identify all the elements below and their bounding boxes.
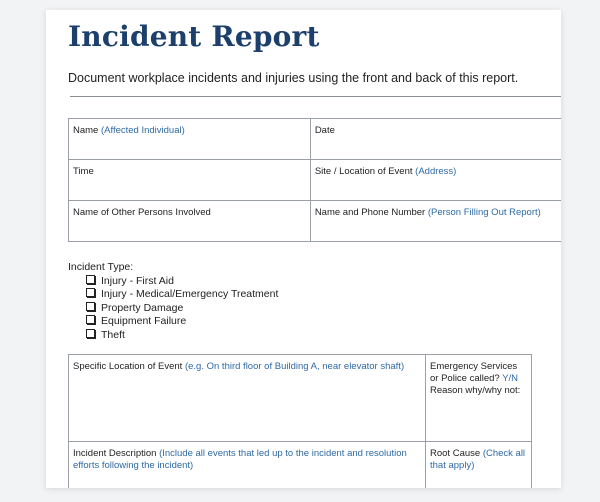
title-divider [70, 96, 561, 97]
specific-location-field[interactable] [69, 355, 426, 442]
specific-location-label: Specific Location of Event [73, 361, 183, 372]
checkbox-icon[interactable] [86, 302, 95, 311]
incident-option-label: Injury - Medical/Emergency Treatment [101, 288, 279, 301]
incident-option[interactable] [86, 288, 278, 301]
other-persons-label: Name of Other Persons Involved [73, 207, 211, 218]
time-field[interactable] [69, 160, 311, 201]
site-label: Site / Location of Event [314, 166, 413, 177]
date-label: Date [314, 125, 335, 136]
incident-option[interactable] [86, 315, 278, 328]
date-field[interactable] [310, 119, 561, 160]
page-title: Incident Report [68, 20, 320, 53]
report-sheet [46, 10, 561, 488]
root-cause-label: Root Cause [430, 448, 481, 459]
site-field[interactable] [310, 160, 561, 201]
checkbox-icon[interactable] [86, 275, 95, 284]
page-subtitle: Document workplace incidents and injuries using the front and back of this report. [68, 71, 519, 85]
root-cause-hint: (Check all that apply) [430, 448, 526, 471]
incident-option-label: Equipment Failure [101, 315, 187, 328]
emergency-services-field[interactable] [426, 355, 532, 442]
site-hint: (Address) [415, 166, 457, 177]
checkbox-icon[interactable] [86, 288, 95, 297]
incident-type-list [68, 275, 278, 342]
incident-option[interactable] [86, 302, 278, 315]
info-table [68, 118, 561, 242]
emergency-reason-label: Reason why/why not: [430, 385, 521, 396]
checkbox-icon[interactable] [86, 329, 95, 338]
details-table [68, 354, 532, 488]
specific-location-hint: (e.g. On third floor of Building A, near elevator shaft) [184, 361, 405, 372]
name-label: Name [73, 125, 99, 136]
root-cause-field[interactable] [426, 442, 532, 489]
emergency-hint: Y/N [502, 373, 519, 384]
reporter-hint: (Person Filling Out Report) [427, 207, 541, 218]
incident-type-section [68, 261, 278, 342]
time-label: Time [73, 166, 94, 177]
other-persons-field[interactable] [69, 201, 311, 242]
incident-type-label: Incident Type: [68, 261, 134, 273]
description-hint: (Include all events that led up to the incident and resolution efforts following the incident) [73, 448, 407, 471]
name-hint: (Affected Individual) [100, 125, 185, 136]
description-label: Incident Description [73, 448, 157, 459]
incident-option-label: Injury - First Aid [101, 275, 174, 287]
incident-description-field[interactable] [69, 442, 426, 489]
reporter-field[interactable] [310, 201, 561, 242]
incident-option-label: Property Damage [101, 301, 184, 314]
emergency-label: Emergency Services or Police called? [430, 361, 518, 384]
checkbox-icon[interactable] [86, 315, 95, 324]
incident-option-label: Theft [101, 328, 125, 341]
incident-option[interactable] [86, 329, 278, 342]
incident-option[interactable] [86, 275, 278, 288]
reporter-label: Name and Phone Number [314, 207, 426, 218]
name-field[interactable] [69, 119, 311, 160]
